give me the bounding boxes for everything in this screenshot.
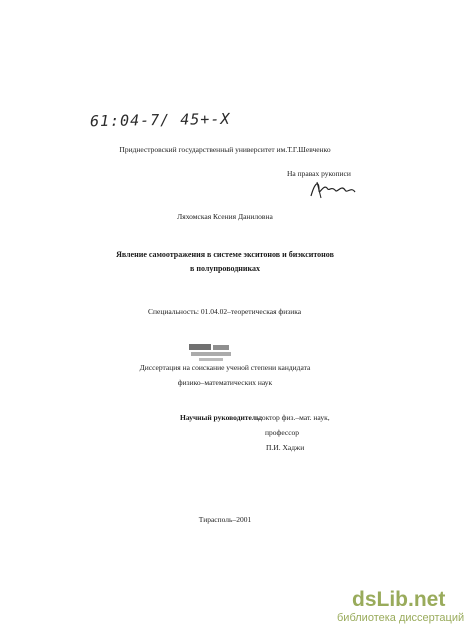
handwritten-code: 61:04-7/ 45+-X xyxy=(89,109,231,131)
title-line-2: в полупроводниках xyxy=(190,264,260,273)
advisor-label: Научный руководитель: xyxy=(180,413,263,422)
advisor-degree: доктор физ.–мат. наук, xyxy=(258,413,330,422)
title-line-1: Явление самоотражения в системе экситонов и биэкситонов xyxy=(116,250,334,259)
author-name: Ляхомская Ксения Даниловна xyxy=(177,212,273,221)
university-name: Приднестровский государственный университет им.Т.Г.Шевченко xyxy=(119,145,331,154)
watermark-logo: dsLib.net xyxy=(352,588,446,611)
specialty-line: Специальность: 01.04.02–теоретическая физика xyxy=(148,307,302,316)
advisor-name: П.И. Хаджи xyxy=(266,443,305,452)
watermark-subtitle: библиотека диссертаций xyxy=(337,612,464,624)
city-year: Тирасполь–2001 xyxy=(198,515,252,524)
signature-scribble xyxy=(307,176,359,202)
advisor-title: профессор xyxy=(265,428,300,437)
degree-line-2: физико–математических наук xyxy=(177,378,273,387)
dissertation-title xyxy=(60,248,390,276)
rights-note: На правах рукописи xyxy=(287,169,351,178)
degree-statement xyxy=(0,360,450,390)
degree-line-1: Диссертация на соискание ученой степени кандидата xyxy=(139,363,311,372)
